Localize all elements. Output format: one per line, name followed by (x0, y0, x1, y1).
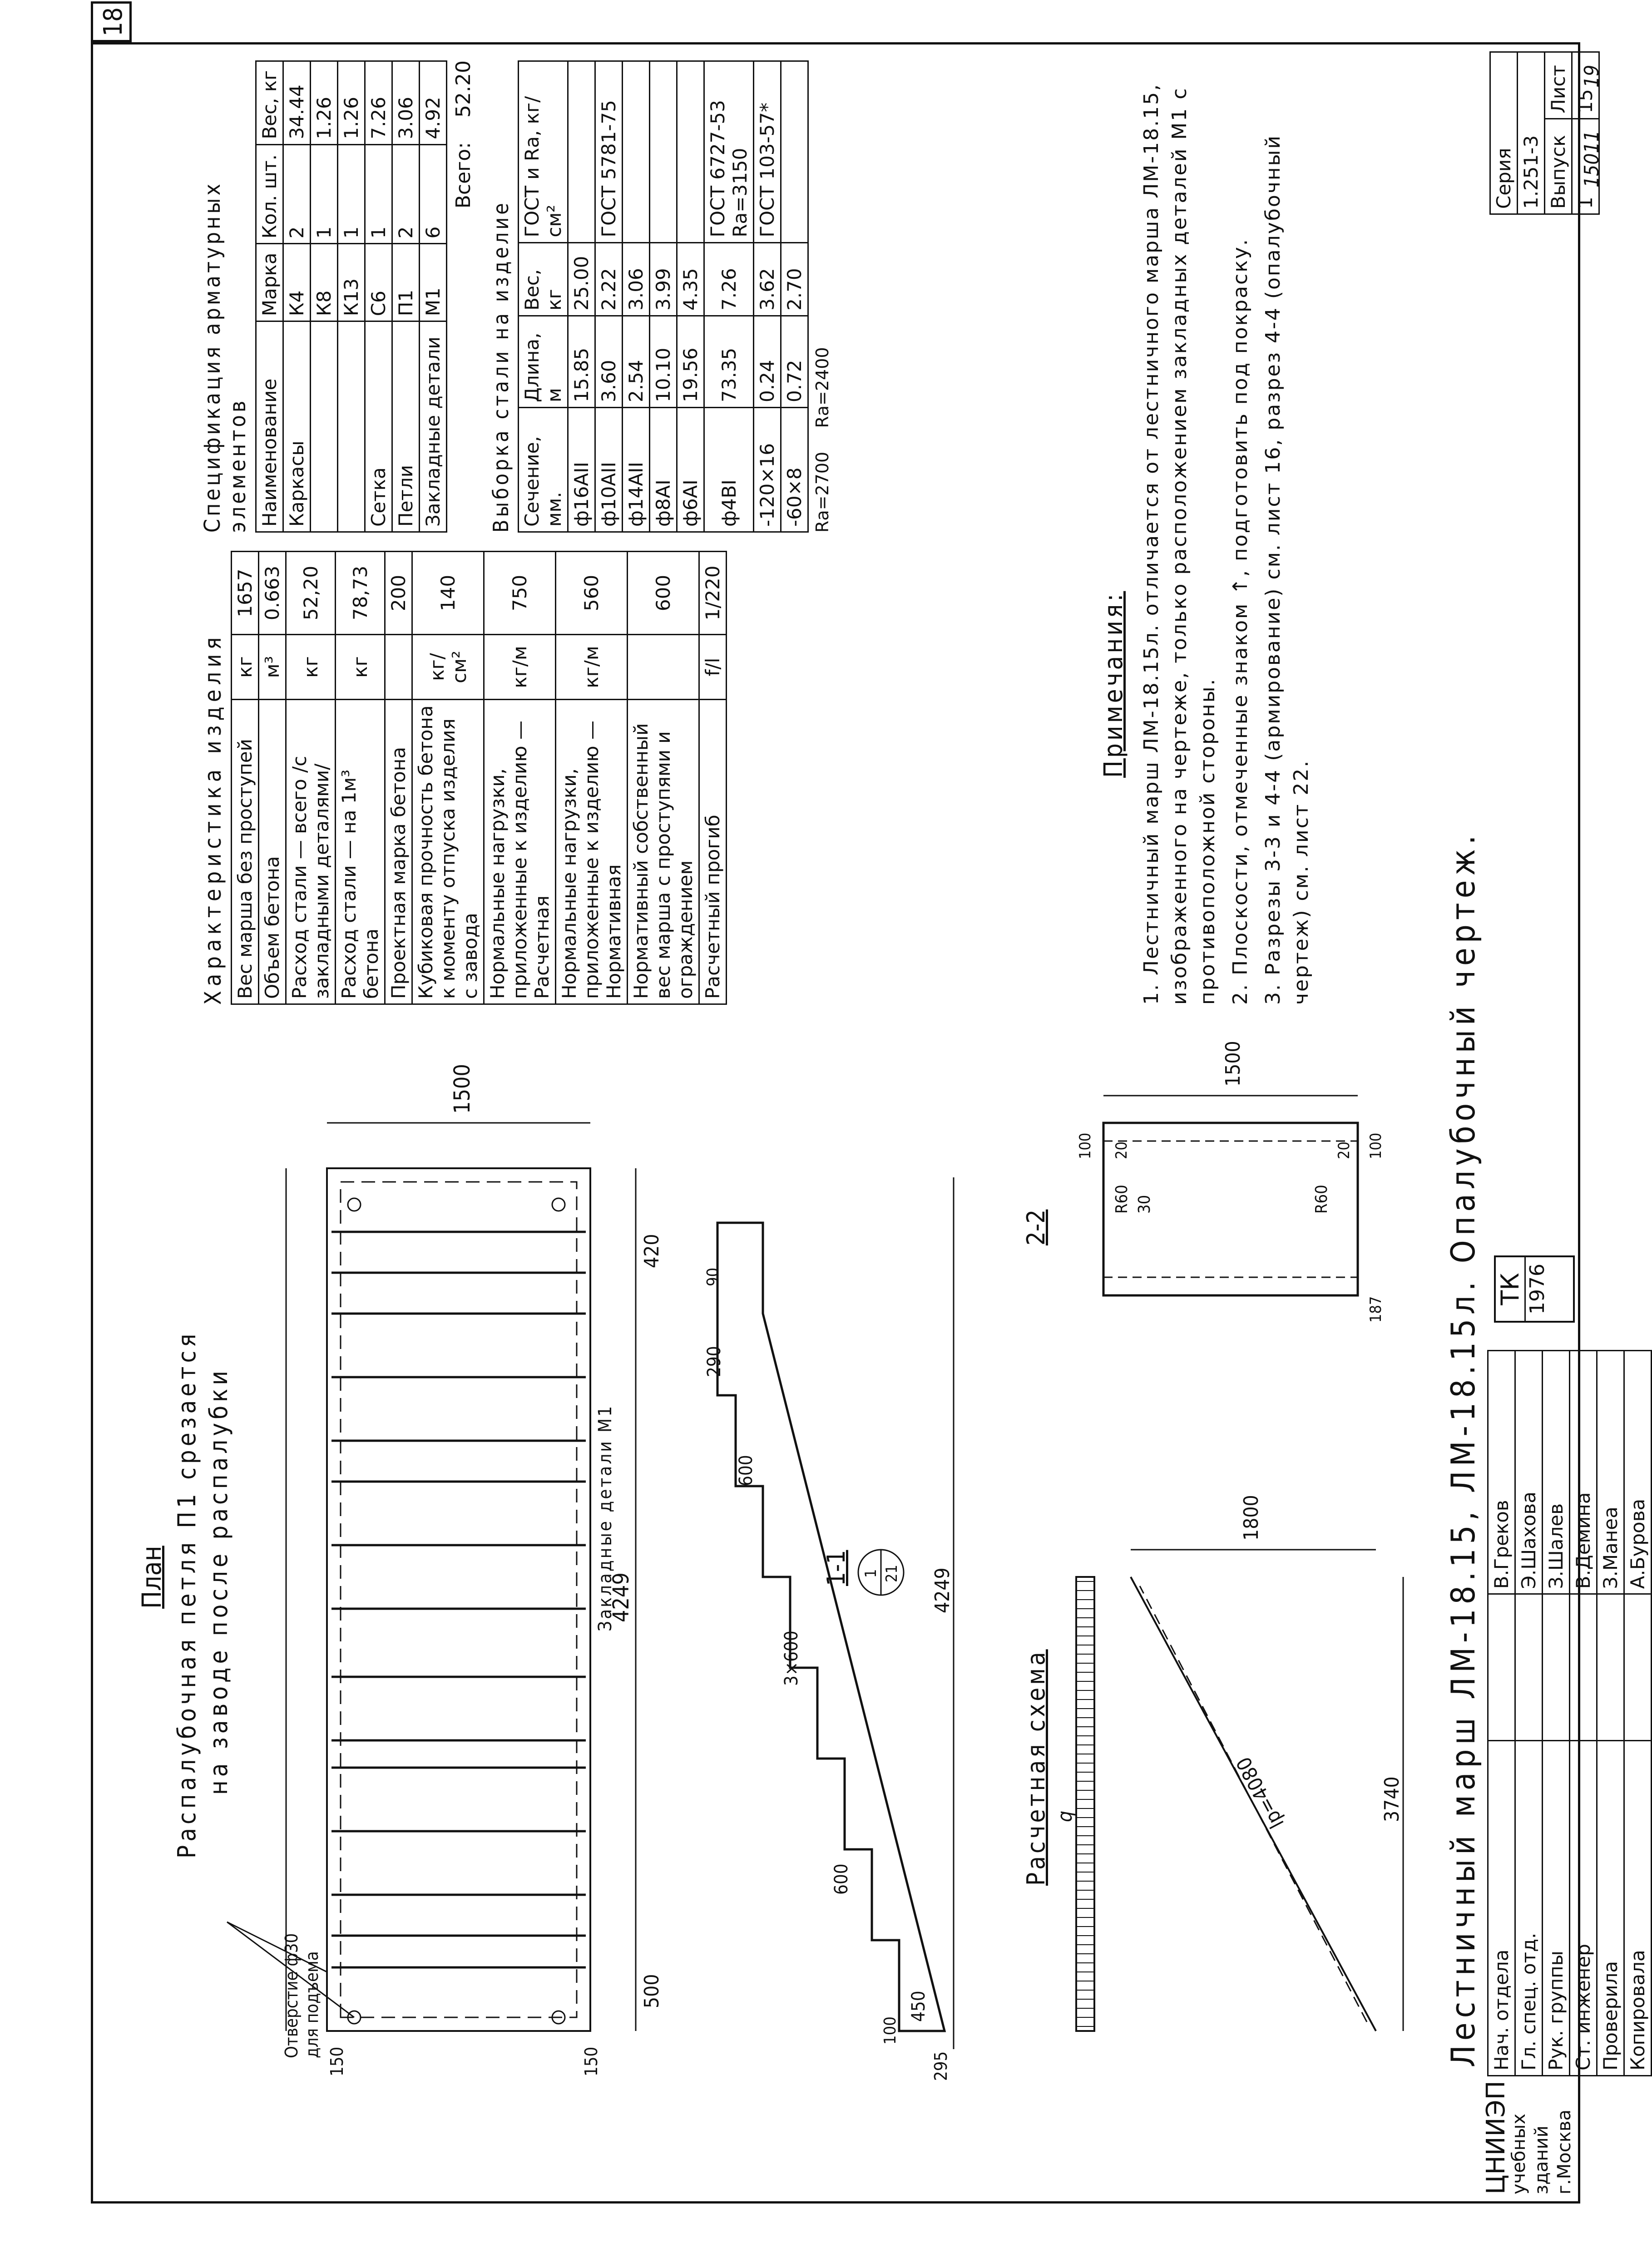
steel-weight: 2.22 (595, 242, 623, 316)
stamp-person-row (1624, 1351, 1652, 2076)
steel-section: ф6АI (677, 408, 704, 532)
characteristics-row (412, 552, 484, 1004)
notes-block (1099, 60, 1316, 1005)
characteristics-row (484, 552, 556, 1004)
plan-length-dim: 4249 (608, 1572, 634, 1622)
char-unit: кг/м (484, 635, 556, 700)
section-1-1-dim-6: 90 (704, 1267, 722, 1286)
stamp-people-table (1487, 1350, 1652, 2076)
ra-note-2: Rа=2400 (812, 347, 832, 428)
spec-row (311, 61, 338, 532)
steel-gost: ГОСТ 103-57* (754, 61, 781, 243)
section-1-1-dim-0: 450 (908, 1991, 929, 2022)
char-unit: кг (336, 635, 385, 700)
stamp-person-row (1515, 1351, 1543, 2076)
char-name: Нормативный собственный вес марша с проступями и ограждением (628, 700, 699, 1004)
stamp-year: 1976 (1526, 1264, 1549, 1314)
note-2: 2. Плоскости, отмеченные знаком ↑, подготовить под покраску. (1229, 238, 1252, 1005)
plan-edge-150-b: 150 (327, 2046, 347, 2076)
section-1-1-label: 1-1 (822, 1550, 851, 1586)
spec-qty: 1 (365, 144, 392, 244)
char-value: 140 (412, 552, 484, 635)
load-ticks (1076, 1581, 1094, 2026)
steel-weight: 2.70 (781, 242, 808, 316)
section-2-2-dim-7: 20 (1335, 1141, 1353, 1159)
calc-scheme-drawing (1022, 1404, 1412, 2085)
steel-gost (568, 61, 595, 243)
steel-heading: Выборка стали на изделие (489, 200, 513, 533)
stamp-role: Рук. группы (1543, 1741, 1570, 2076)
characteristics-row (286, 552, 336, 1004)
steel-length: 3.60 (595, 316, 623, 407)
steel-column-header: ГОСТ и Rа, кг/см² (519, 61, 568, 243)
steel-weight: 3.06 (623, 242, 650, 316)
char-unit (385, 635, 412, 700)
steel-row (568, 61, 595, 532)
specification-total-value: 52.20 (452, 60, 475, 118)
spec-mark: С6 (365, 244, 392, 321)
char-unit (628, 635, 699, 700)
spec-row (392, 61, 420, 532)
spec-mark: К8 (311, 244, 338, 321)
plan-note-line-1: Распалубочная петля П1 срезается (173, 1330, 201, 1858)
steel-column-header: Вес, кг (519, 242, 568, 316)
char-unit: кг (232, 635, 259, 700)
stamp-tk (1494, 1255, 1575, 1323)
spec-name: Закладные детали (420, 321, 447, 532)
characteristics-row (336, 552, 385, 1004)
calc-span: 3740 (1380, 1776, 1404, 1822)
section-1-1-dim-8: 295 (931, 2051, 951, 2081)
char-unit: кг (286, 635, 336, 700)
section-2-2-dim-3: R60 (1312, 1185, 1331, 1214)
spec-name: Каркасы (283, 321, 311, 532)
char-value: 52,20 (286, 552, 336, 635)
section-1-1-dim-1: 100 (881, 2016, 900, 2045)
section-2-2-drawing (1022, 1032, 1412, 1350)
stamp-archive: 15011 (1580, 130, 1603, 188)
spec-column-header: Вес, кг (256, 61, 283, 145)
section-1-1 (704, 1041, 963, 2085)
plan-hole-label-1: Отверстие ф30 (282, 1933, 302, 2058)
spec-mark: К4 (283, 244, 311, 321)
specification-total-label: Всего: (452, 142, 475, 209)
section-2-2-dim-1: R60 (1113, 1185, 1131, 1214)
section-2-2-dim-2: 30 (1135, 1195, 1154, 1214)
steel-section: ф8АI (650, 408, 677, 532)
stamp-tk-label: ТК (1496, 1257, 1526, 1321)
spec-mark: М1 (420, 244, 447, 321)
characteristics-table (231, 551, 727, 1005)
steel-length: 0.72 (781, 316, 808, 407)
steel-length: 2.54 (623, 316, 650, 407)
spec-column-header: Наименование (256, 321, 283, 532)
section-2-2-dim-8: 187 (1367, 1296, 1385, 1323)
stamp-role: Проверила (1597, 1741, 1624, 2076)
steel-column-header: Сечение, мм. (519, 408, 568, 532)
spec-weight: 3.06 (392, 61, 420, 145)
calc-lp: lр=4080 (1232, 1753, 1289, 1833)
stamp-role: Нач. отдела (1488, 1741, 1515, 2076)
steel-weight: 3.99 (650, 242, 677, 316)
char-unit: кг/см² (412, 635, 484, 700)
spec-mark: К13 (338, 244, 365, 321)
spec-mark: П1 (392, 244, 420, 321)
steel-length: 19.56 (677, 316, 704, 407)
stamp-series-label: Серия (1490, 52, 1518, 214)
section-1-1-dim-7: 4249 (931, 1567, 954, 1613)
section-2-2-label: 2-2 (1022, 1209, 1050, 1245)
stamp-signature (1543, 1594, 1570, 1741)
calc-height: 1800 (1240, 1495, 1263, 1541)
steel-section: ф16АII (568, 408, 595, 532)
plan-view (136, 1041, 681, 2085)
stamp-person-name: А.Бурова (1624, 1351, 1652, 1594)
drawing-title: Лестничный марш ЛМ-18.15, ЛМ-18.15л. Опалубочный чертеж. (1444, 830, 1482, 2067)
note-3: 3. Разрезы 3-3 и 4-4 (армирование) см. лист 16, разрез 4-4 (опалубочный чертеж) см. лист 22. (1261, 134, 1313, 1005)
characteristics-row (259, 552, 286, 1004)
steel-row (754, 61, 781, 532)
steel-row (623, 61, 650, 532)
stamp-role: Копировала (1624, 1741, 1652, 2076)
section-1-1-dim-4: 600 (736, 1455, 757, 1486)
stamp-issue: 1 (1572, 119, 1599, 214)
steel-section: ф10АII (595, 408, 623, 532)
steel-length: 10.10 (650, 316, 677, 407)
plan-embedded-label: Закладные детали М1 (595, 1404, 616, 1631)
steel-gost (781, 61, 808, 243)
steel-gost: ГОСТ 5781-75 (595, 61, 623, 243)
characteristics-row (232, 552, 259, 1004)
spec-weight: 34.44 (283, 61, 311, 145)
spec-qty: 1 (338, 144, 365, 244)
stair-profile-outline (717, 1223, 945, 2031)
plan-width-dim: 1500 (450, 1064, 475, 1114)
stamp-signature (1488, 1594, 1515, 1741)
stamp-signature (1624, 1594, 1652, 1741)
stamp-org (1481, 2080, 1576, 2194)
spec-weight: 1.26 (338, 61, 365, 145)
spec-name (338, 321, 365, 532)
characteristics-row (556, 552, 628, 1004)
steel-table (518, 60, 809, 533)
notes-heading: Примечания: (1099, 591, 1128, 778)
section-2-2-dim-0: 1500 (1222, 1041, 1245, 1087)
callout-top: 1 (862, 1569, 880, 1578)
section-2-2-dim-4: 20 (1113, 1141, 1131, 1159)
steel-row (650, 61, 677, 532)
steel-row (677, 61, 704, 532)
calc-load: q (1054, 1810, 1077, 1822)
char-value: 200 (385, 552, 412, 635)
section-1-1-dim-3: 3×600 (781, 1631, 802, 1686)
characteristics-heading: Характеристика изделия (200, 632, 226, 1005)
steel-section: ф14АII (623, 408, 650, 532)
characteristics-block (200, 551, 727, 1005)
stamp-signature (1570, 1594, 1597, 1741)
steel-section: -60×8 (781, 408, 808, 532)
section-2-2-dim-6: 100 (1367, 1132, 1385, 1159)
steel-column-header: Длина, м (519, 316, 568, 407)
steel-row (704, 61, 754, 532)
stamp-sheet: 15 (1572, 52, 1599, 119)
spec-qty: 1 (311, 144, 338, 244)
char-name: Объем бетона (259, 700, 286, 1004)
char-unit: f/l (699, 635, 727, 700)
steel-section: -120×16 (754, 408, 781, 532)
plan-hole-label-2: для подъема (302, 1951, 322, 2058)
stamp-person-name: В.Греков (1488, 1351, 1515, 1594)
plan-rebar-lines (331, 1232, 586, 1967)
steel-length: 0.24 (754, 316, 781, 407)
hole-right-top (348, 1198, 361, 1211)
char-name: Расход стали — на 1м³ бетона (336, 700, 385, 1004)
char-name: Кубиковая прочность бетона к моменту отпуска изделия с завода (412, 700, 484, 1004)
stamp-person-row (1488, 1351, 1515, 2076)
steel-gost: ГОСТ 6727-53 Rа=3150 (704, 61, 754, 243)
stamp-signature (1515, 1594, 1543, 1741)
char-name: Вес марша без проступей (232, 700, 259, 1004)
steel-weight: 4.35 (677, 242, 704, 316)
steel-weight: 25.00 (568, 242, 595, 316)
steel-row (781, 61, 808, 532)
calc-scheme (1022, 1404, 1412, 2085)
specification-total-row (452, 60, 475, 533)
stamp-issue-label: Выпуск (1545, 119, 1572, 214)
spec-row (283, 61, 311, 532)
specification-block (200, 60, 832, 533)
plan-heading: План (136, 1546, 167, 1609)
spec-qty: 2 (283, 144, 311, 244)
steel-gost (677, 61, 704, 243)
plan-note-line-2: на заводе после распалубки (204, 1367, 233, 1795)
characteristics-row (385, 552, 412, 1004)
char-name: Расход стали — всего /с закладными деталями/ (286, 700, 336, 1004)
stamp-series: 1.251-3 (1518, 52, 1545, 214)
stamp-person-row (1543, 1351, 1570, 2076)
steel-weight: 7.26 (704, 242, 754, 316)
spec-weight: 1.26 (311, 61, 338, 145)
stamp-org-2: учебных зданий (1509, 2114, 1552, 2194)
stamp-person-name: Э.Шахова (1515, 1351, 1543, 1594)
specification-heading: Спецификация арматурных элементов (200, 181, 251, 533)
char-value: 560 (556, 552, 628, 635)
char-name: Расчетный прогиб (699, 700, 727, 1004)
spec-column-header: Кол. шт. (256, 144, 283, 244)
section-1-1-dim-2: 600 (831, 1863, 852, 1895)
char-unit: м³ (259, 635, 286, 700)
ra-note-1: Rа=2700 (812, 451, 832, 533)
spec-row (365, 61, 392, 532)
calc-scheme-heading: Расчетная схема (1022, 1649, 1050, 1886)
plan-offset-right: 420 (640, 1234, 663, 1268)
spec-column-header: Марка (256, 244, 283, 321)
specification-table (255, 60, 447, 533)
steel-length: 73.35 (704, 316, 754, 407)
spec-name (311, 321, 338, 532)
stamp-person-row (1570, 1351, 1597, 2076)
section-1-1-dim-5: 290 (704, 1346, 725, 1377)
spec-weight: 4.92 (420, 61, 447, 145)
spec-row (338, 61, 365, 532)
char-value: 0.663 (259, 552, 286, 635)
spec-qty: 6 (420, 144, 447, 244)
steel-section: ф4ВI (704, 408, 754, 532)
stamp-role: Гл. спец. отд. (1515, 1741, 1543, 2076)
plan-outline (327, 1168, 590, 2031)
plan-edge-150-a: 150 (581, 2046, 601, 2076)
stamp-person-name: З.Манеа (1597, 1351, 1624, 1594)
steel-gost (623, 61, 650, 243)
hole-right-bottom (552, 1198, 565, 1211)
note-1: 1. Лестничный марш ЛМ-18.15л. отличается от лестничного марша ЛМ-18.15, изображенного на чертеже, только расположением закладных деталей М1 с противоположной стороны. (1140, 83, 1219, 1005)
stamp-signature (1597, 1594, 1624, 1741)
char-name: Нормальные нагрузки, приложенные к изделию — Расчетная (484, 700, 556, 1004)
steel-weight: 3.62 (754, 242, 781, 316)
stamp-org-1: ЦНИИЭП (1481, 2080, 1511, 2194)
callout-bottom: 21 (883, 1565, 901, 1582)
steel-gost (650, 61, 677, 243)
plan-inner-dashed (341, 1182, 577, 2017)
char-name: Нормальные нагрузки, приложенные к изделию — Нормативная (556, 700, 628, 1004)
char-value: 600 (628, 552, 699, 635)
stamp-page: 19 (1580, 64, 1603, 88)
spec-row (420, 61, 447, 532)
spec-weight: 7.26 (365, 61, 392, 145)
char-unit: кг/м (556, 635, 628, 700)
steel-length: 15.85 (568, 316, 595, 407)
characteristics-row (699, 552, 727, 1004)
sheet-number: 18 (91, 1, 132, 42)
stamp-person-row (1597, 1351, 1624, 2076)
characteristics-row (628, 552, 699, 1004)
plan-offset-left: 500 (640, 1974, 663, 2008)
stamp-person-name: В.Демина (1570, 1351, 1597, 1594)
spec-qty: 2 (392, 144, 420, 244)
spec-name: Петли (392, 321, 420, 532)
stamp-org-3: г.Москва (1554, 2110, 1575, 2194)
ra-notes (812, 60, 832, 533)
char-value: 750 (484, 552, 556, 635)
spec-name: Сетка (365, 321, 392, 532)
char-value: 78,73 (336, 552, 385, 635)
stamp-person-name: З.Шалев (1543, 1351, 1570, 1594)
char-value: 1/220 (699, 552, 727, 635)
section-2-2-dim-5: 100 (1076, 1132, 1094, 1159)
char-value: 1657 (232, 552, 259, 635)
stamp-role: Ст. инженер (1570, 1741, 1597, 2076)
steel-row (595, 61, 623, 532)
section-2-2 (1022, 1032, 1412, 1350)
char-name: Проектная марка бетона (385, 700, 412, 1004)
stamp-sheet-label: Лист (1545, 52, 1572, 119)
